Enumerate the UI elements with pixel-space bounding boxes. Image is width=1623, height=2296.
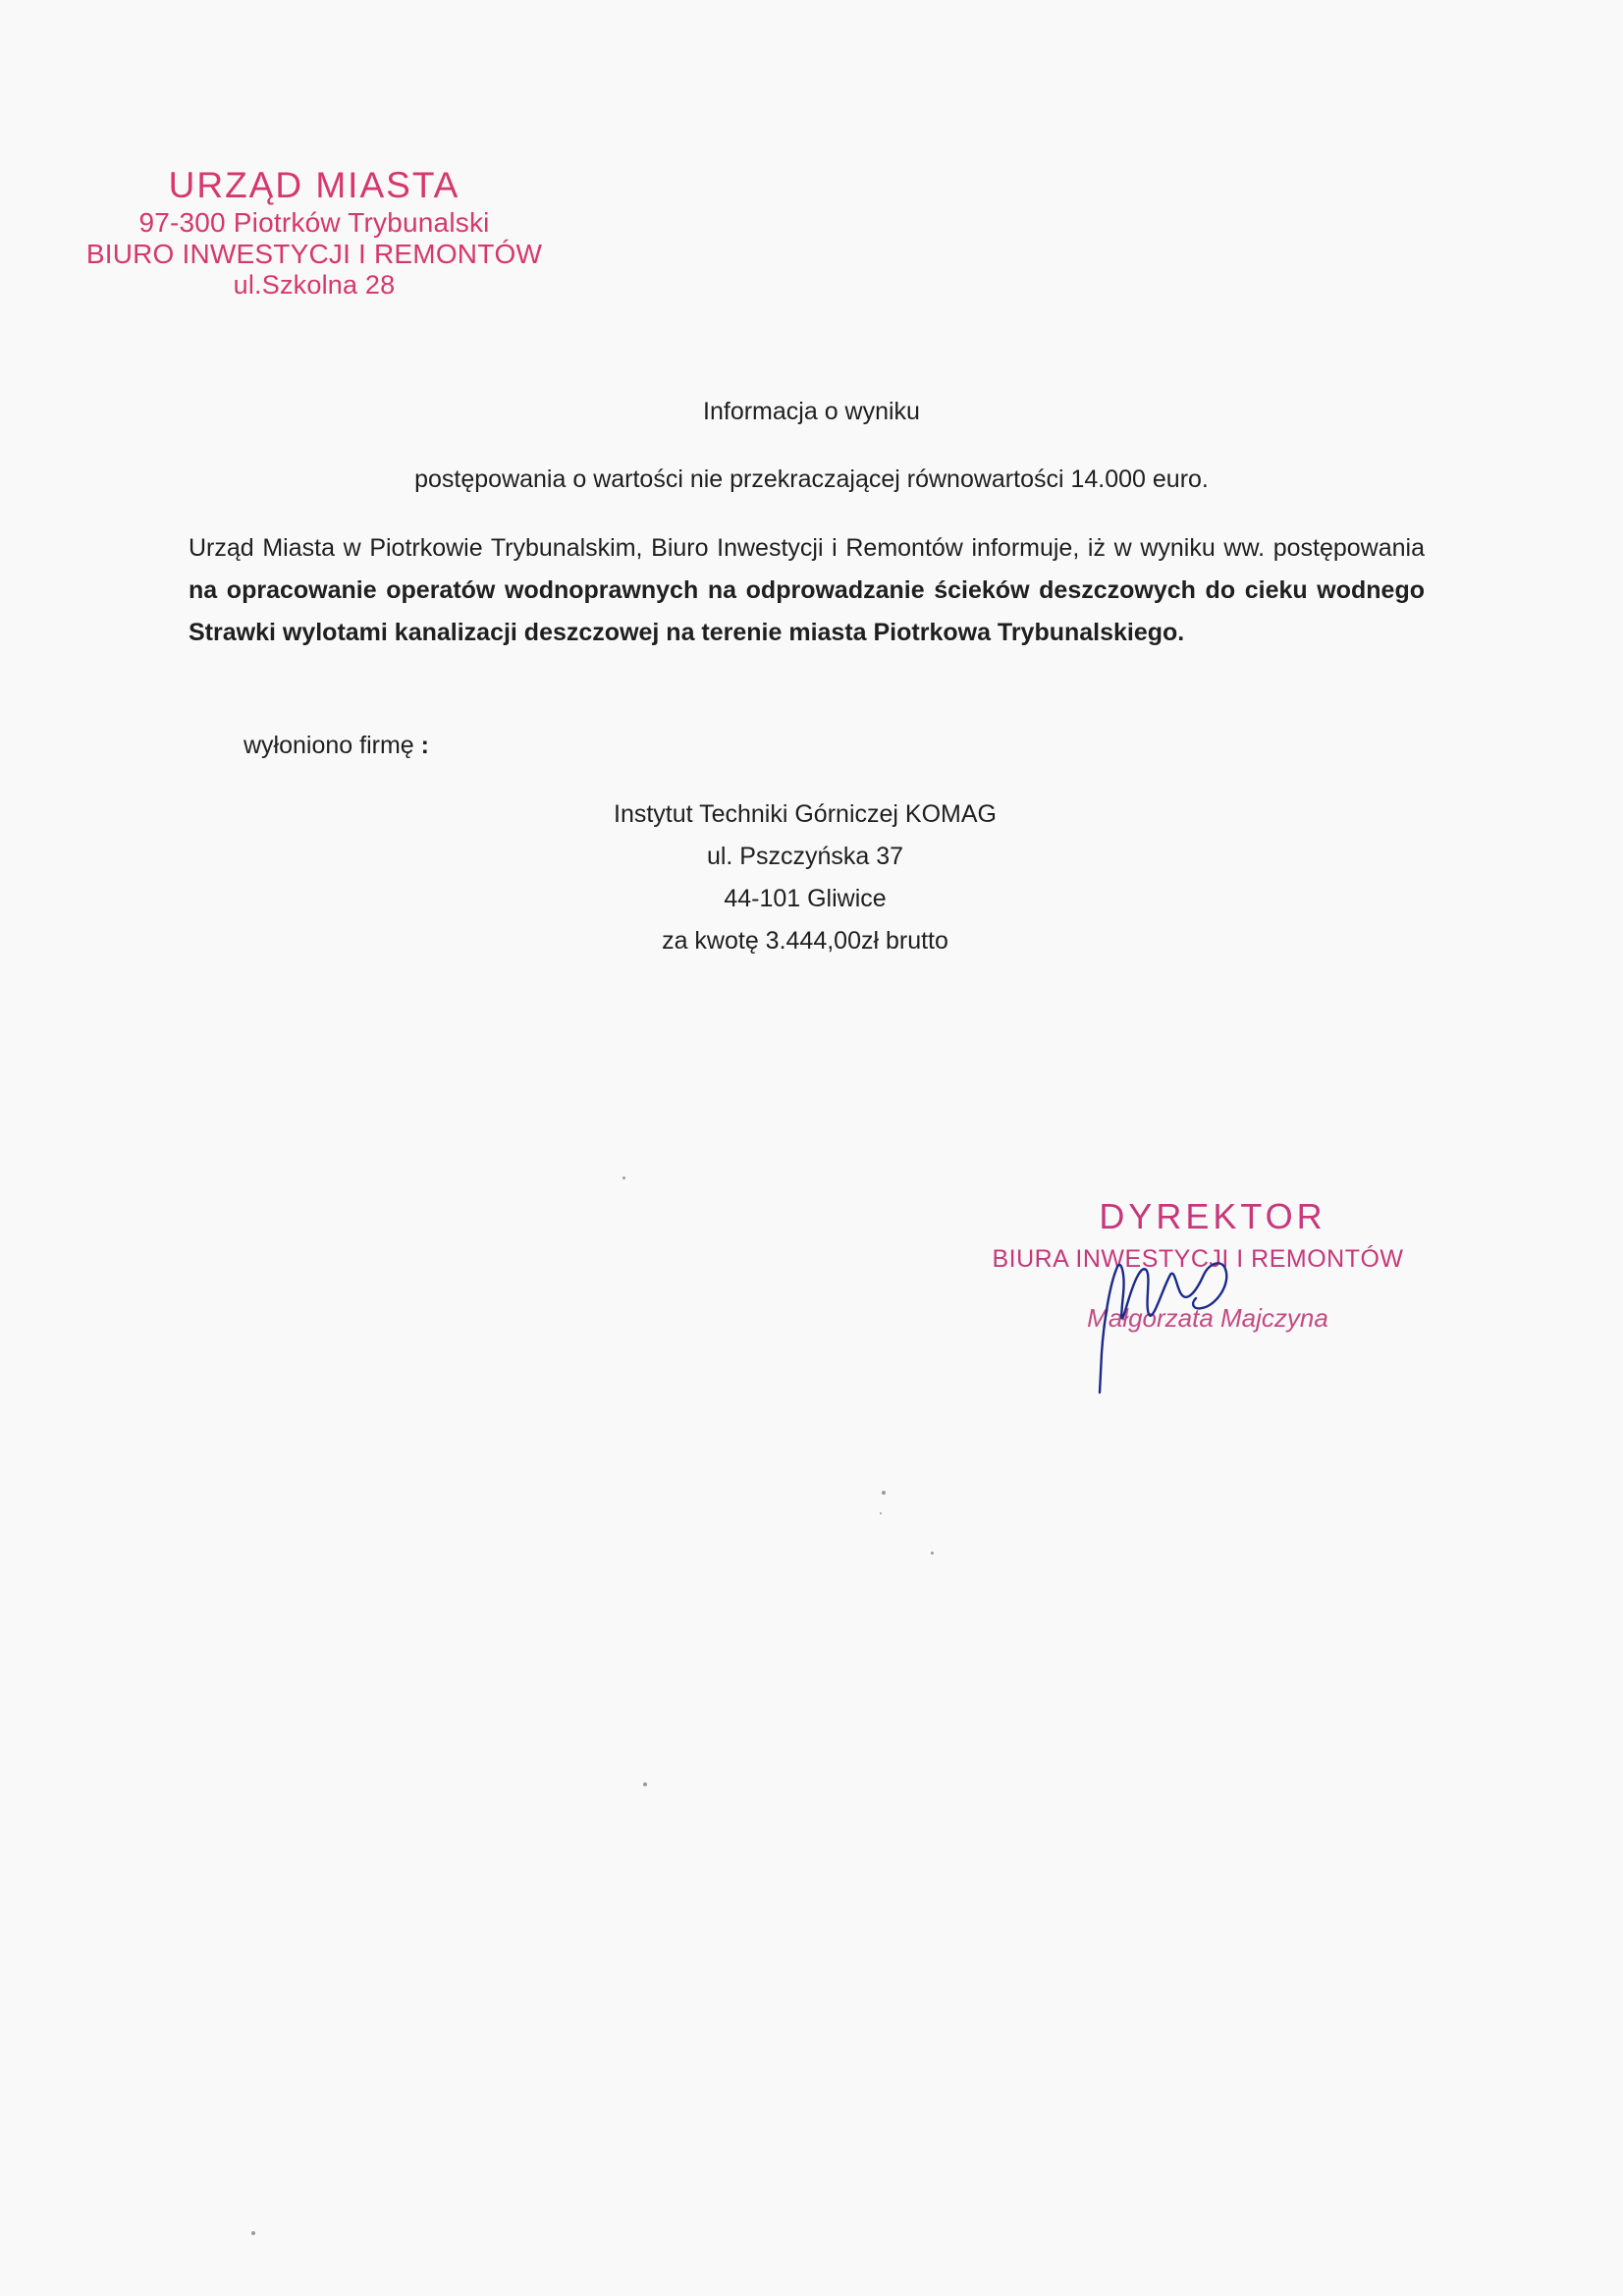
office-header-stamp [59,165,569,301]
selected-label-text: wyłoniono firmę [243,732,414,759]
company-street: ul. Pszczyńska 37 [706,843,904,870]
stamp-department: BIURO INWESTYCJI I REMONTÓW [85,238,543,269]
contract-amount: za kwotę 3.444,00zł brutto [662,927,948,955]
scan-speck [880,1512,882,1514]
scan-speck [643,1782,647,1786]
selected-company-label [243,725,429,767]
stamp-office-name: URZĄD MIASTA [168,165,460,205]
stamp-street: ul.Szkolna 28 [233,269,396,300]
document-title: Informacja o wyniku [703,398,920,425]
stamp-director-title: DYREKTOR [1099,1196,1326,1236]
stamp-director-department: BIURA INWESTYCJI I REMONTÓW [992,1245,1404,1273]
handwritten-signature [1088,1245,1284,1402]
scan-speck [931,1552,934,1555]
scan-speck [882,1491,886,1495]
selected-label-colon: : [420,732,429,759]
body-intro-text: Urząd Miasta w Piotrkowie Trybunalskim, Biuro Inwestycji i Remontów informuje, iż w wyniku ww. postępowania [189,534,1425,562]
company-city: 44-101 Gliwice [724,885,887,912]
company-name: Instytut Techniki Górniczej KOMAG [614,800,997,828]
stamp-postal-city: 97-300 Piotrków Trybunalski [138,206,490,238]
document-subtitle: postępowania o wartości nie przekraczającej równowartości 14.000 euro. [414,465,1209,493]
scan-speck [251,2231,255,2235]
body-bold-text: na opracowanie operatów wodnoprawnych na odprowadzanie ścieków deszczowych do cieku wodnego Strawki wylotami kanalizacji deszczowej na terenie miasta Piotrkowa Trybunalskiego. [189,576,1425,646]
scan-speck [622,1176,625,1179]
body-paragraph [189,527,1425,654]
stamp-director-name: Małgorzata Majczyna [1087,1303,1328,1333]
